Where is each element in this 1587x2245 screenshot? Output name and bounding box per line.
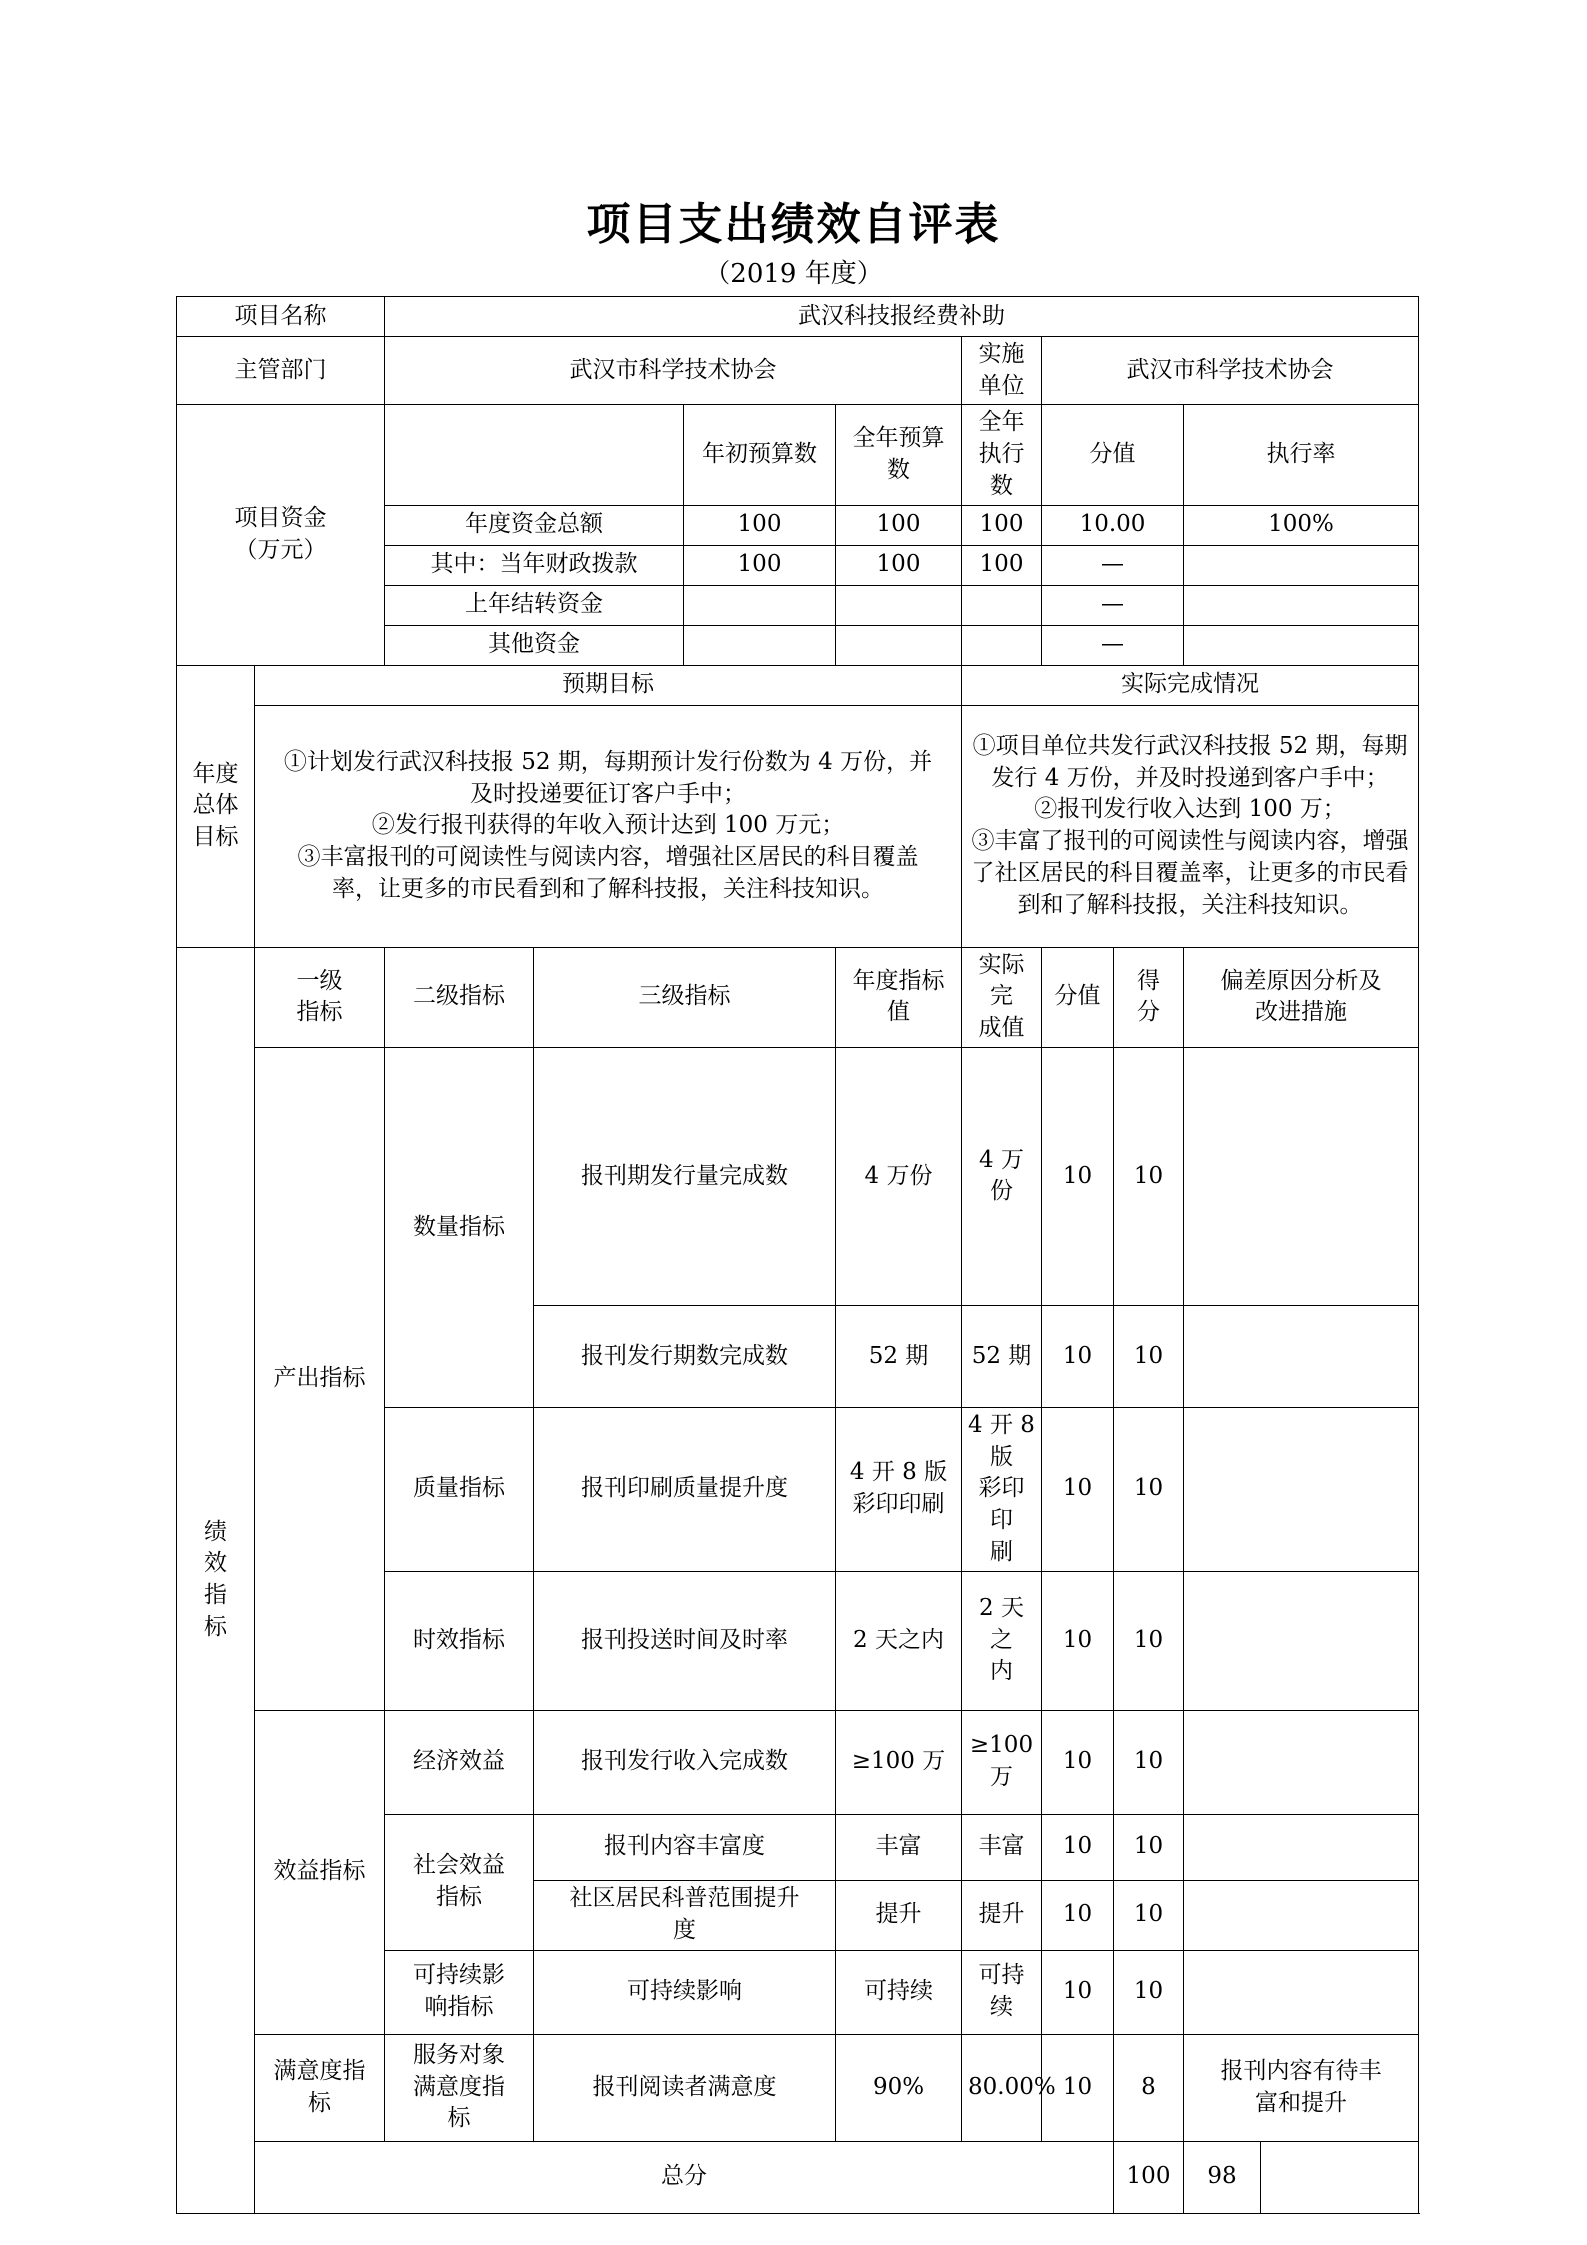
- target-cell: 52 期: [836, 1305, 962, 1407]
- level1-line: 满意度指: [273, 2057, 366, 2084]
- header-text: 一级: [296, 967, 343, 994]
- actual-completion-text: [962, 705, 1419, 947]
- implementing-unit-value: 武汉市科学技术协会: [1042, 337, 1419, 405]
- level2-line: 满意度指: [413, 2073, 505, 2100]
- score-cell: 10: [1114, 1305, 1184, 1407]
- funds-label-line2: （万元）: [234, 537, 327, 564]
- deviation-cell: [1184, 2034, 1419, 2141]
- goals-label-line: 目标: [192, 824, 239, 851]
- funds-header-score-value: 分值: [1042, 405, 1184, 505]
- project-name-row: [177, 297, 1419, 337]
- deviation-cell: [1184, 1814, 1419, 1880]
- target-cell: 4 万份: [836, 1047, 962, 1305]
- indicator-row: [177, 1047, 1419, 1305]
- funds-cell: 100: [684, 545, 836, 585]
- goal-line: ①计划发行武汉科技报 52 期，每期预计发行份数为 4 万份，并: [283, 748, 933, 775]
- actual-cell: ≥100 万: [962, 1710, 1042, 1814]
- level2-line: 服务对象: [413, 2041, 505, 2068]
- goal-line: ③丰富了报刊的可阅读性与阅读内容，增强: [971, 828, 1409, 855]
- level3-cell: [534, 1880, 836, 1950]
- section-label-char: 绩: [204, 1518, 227, 1545]
- level2-line: 可持续影: [413, 1962, 505, 1989]
- funds-cell: 100: [962, 505, 1042, 545]
- header-text: 值: [887, 999, 910, 1026]
- funds-cell: —: [1042, 585, 1184, 625]
- header-text: 得: [1137, 967, 1160, 994]
- header-text: 偏差原因分析及: [1220, 967, 1382, 994]
- deviation-cell: [1184, 1047, 1419, 1305]
- project-name-label: 项目名称: [177, 297, 385, 337]
- funds-cell: —: [1042, 625, 1184, 665]
- level3-cell: 报刊阅读者满意度: [534, 2034, 836, 2141]
- indicator-row: [177, 1710, 1419, 1814]
- indicator-row: [177, 2034, 1419, 2141]
- funds-header-executed: 全年执行数: [962, 405, 1042, 505]
- actual-line: 刷: [990, 1538, 1013, 1565]
- level2-service-satisfaction: [385, 2034, 534, 2141]
- department-row: [177, 337, 1419, 405]
- deviation-cell: [1184, 1571, 1419, 1710]
- level2-line: 标: [447, 2105, 471, 2132]
- actual-cell: [962, 1407, 1042, 1571]
- evaluation-table: [176, 296, 1419, 2214]
- target-cell: [836, 1407, 962, 1571]
- score-value-cell: 10: [1042, 1571, 1114, 1710]
- goals-content-row: [177, 705, 1419, 947]
- actual-cell: 提升: [962, 1880, 1042, 1950]
- score-value-cell: 10: [1042, 1880, 1114, 1950]
- level3-line: 度: [673, 1917, 696, 1944]
- level2-social: [385, 1814, 534, 1950]
- goal-line: 及时投递要征订客户手中；: [470, 780, 746, 807]
- funds-cell: [1184, 585, 1419, 625]
- target-cell: 丰富: [836, 1814, 962, 1880]
- header-text: 分: [1137, 999, 1160, 1026]
- level2-quality: 质量指标: [385, 1407, 534, 1571]
- goal-line: ③丰富报刊的可阅读性与阅读内容，增强社区居民的科目覆盖: [297, 844, 919, 871]
- header-level3: 三级指标: [534, 947, 836, 1047]
- actual-cell: 52 期: [962, 1305, 1042, 1407]
- header-text: 年度指标: [852, 967, 945, 994]
- deviation-line: 富和提升: [1255, 2089, 1348, 2116]
- goal-line: 率，让更多的市民看到和了解科技报，关注科技知识。: [332, 875, 884, 902]
- header-level2: 二级指标: [385, 947, 534, 1047]
- goals-header-row: [177, 665, 1419, 705]
- department-label: 主管部门: [177, 337, 385, 405]
- actual-line: 4 开 8 版: [968, 1411, 1035, 1470]
- funds-row-label: 年度资金总额: [385, 505, 684, 545]
- level2-sustainability: [385, 1950, 534, 2034]
- level3-cell: 报刊发行期数完成数: [534, 1305, 836, 1407]
- score-cell: 10: [1114, 1880, 1184, 1950]
- score-cell: 10: [1114, 1047, 1184, 1305]
- level2-timeliness: 时效指标: [385, 1571, 534, 1710]
- score-value-cell: 10: [1042, 2034, 1114, 2141]
- target-cell: 90%: [836, 2034, 962, 2141]
- actual-line: 彩印印: [978, 1475, 1025, 1534]
- header-actual: [962, 947, 1042, 1047]
- total-row: [177, 2141, 1419, 2213]
- actual-cell: 可持续: [962, 1950, 1042, 2034]
- funds-header-rate: 执行率: [1184, 405, 1419, 505]
- header-text: 实际完: [978, 951, 1025, 1010]
- expected-goals-header: 预期目标: [255, 665, 962, 705]
- header-level1: [255, 947, 385, 1047]
- indicators-section-label: [177, 947, 255, 2213]
- funds-cell: [836, 625, 962, 665]
- level3-cell: 报刊期发行量完成数: [534, 1047, 836, 1305]
- header-score-value: 分值: [1042, 947, 1114, 1047]
- deviation-cell: [1184, 1950, 1419, 2034]
- goal-line: 了社区居民的科目覆盖率，让更多的市民看: [971, 859, 1409, 886]
- score-cell: 10: [1114, 1407, 1184, 1571]
- target-line: 彩印印刷: [852, 1491, 945, 1518]
- level1-output: 产出指标: [255, 1047, 385, 1710]
- funds-header-annual: 全年预算数: [836, 405, 962, 505]
- level3-line: 社区居民科普范围提升: [569, 1885, 800, 1912]
- funds-row-label: 其他资金: [385, 625, 684, 665]
- section-label-char: 效: [204, 1550, 227, 1577]
- funds-cell: [962, 585, 1042, 625]
- funds-cell: [1184, 545, 1419, 585]
- section-label-char: 标: [204, 1613, 227, 1640]
- score-value-cell: 10: [1042, 1407, 1114, 1571]
- funds-cell: 100: [684, 505, 836, 545]
- goal-line: ②发行报刊获得的年收入预计达到 100 万元；: [371, 812, 845, 839]
- indicators-header-row: [177, 947, 1419, 1047]
- level3-cell: 报刊印刷质量提升度: [534, 1407, 836, 1571]
- level1-benefit: 效益指标: [255, 1710, 385, 2034]
- deviation-cell: [1184, 1305, 1419, 1407]
- funds-cell: 10.00: [1042, 505, 1184, 545]
- expected-goals-text: [255, 705, 962, 947]
- actual-completion-header: 实际完成情况: [962, 665, 1419, 705]
- goal-line: 到和了解科技报，关注科技知识。: [1017, 891, 1363, 918]
- goals-label: [177, 665, 255, 947]
- header-target: [836, 947, 962, 1047]
- actual-cell: 80.00%: [962, 2034, 1042, 2141]
- score-value-cell: 10: [1042, 1710, 1114, 1814]
- goals-label-line: 年度: [192, 760, 239, 787]
- level2-economic: 经济效益: [385, 1710, 534, 1814]
- department-value: 武汉市科学技术协会: [385, 337, 962, 405]
- funds-cell: 100: [962, 545, 1042, 585]
- level2-line: 社会效益: [413, 1852, 505, 1879]
- page-title: 项目支出绩效自评表: [586, 199, 1001, 250]
- deviation-cell: [1184, 1710, 1419, 1814]
- deviation-cell: [1184, 1407, 1419, 1571]
- level2-line: 指标: [436, 1884, 482, 1911]
- score-cell: 10: [1114, 1571, 1184, 1710]
- funds-cell: [684, 585, 836, 625]
- project-name-value: 武汉科技报经费补助: [385, 297, 1419, 337]
- funds-row-label: 其中：当年财政拨款: [385, 545, 684, 585]
- level2-quantity: 数量指标: [385, 1047, 534, 1407]
- score-value-cell: 10: [1042, 1047, 1114, 1305]
- goal-line: ①项目单位共发行武汉科技报 52 期，每期: [972, 732, 1408, 759]
- deviation-cell: [1184, 1880, 1419, 1950]
- target-cell: ≥100 万: [836, 1710, 962, 1814]
- funds-cell: 100: [836, 505, 962, 545]
- score-value-cell: 10: [1042, 1305, 1114, 1407]
- level3-cell: 报刊发行收入完成数: [534, 1710, 836, 1814]
- funds-header-initial: 年初预算数: [684, 405, 836, 505]
- goal-line: 发行 4 万份，并及时投递到客户手中；: [991, 764, 1389, 791]
- score-cell: 8: [1114, 2034, 1184, 2141]
- target-cell: 可持续: [836, 1950, 962, 2034]
- actual-line: 内: [990, 1658, 1013, 1685]
- implementing-unit-label: 实施单位: [962, 337, 1042, 405]
- total-score-value: 100: [1114, 2141, 1184, 2213]
- goal-line: ②报刊发行收入达到 100 万；: [1034, 796, 1346, 823]
- funds-cell: 100%: [1184, 505, 1419, 545]
- header-text: 改进措施: [1255, 999, 1348, 1026]
- deviation-line: 报刊内容有待丰: [1220, 2057, 1382, 2084]
- score-cell: 10: [1114, 1950, 1184, 2034]
- header-score: [1114, 947, 1184, 1047]
- section-label-char: 指: [204, 1582, 227, 1609]
- actual-line: 2 天之: [979, 1594, 1024, 1653]
- total-deviation: [1261, 2141, 1419, 2213]
- funds-cell: [1184, 625, 1419, 665]
- target-cell: 2 天之内: [836, 1571, 962, 1710]
- funds-cell: [836, 585, 962, 625]
- level2-line: 响指标: [424, 1994, 494, 2021]
- funds-label: [177, 405, 385, 665]
- target-line: 4 开 8 版: [849, 1459, 948, 1486]
- level3-cell: 可持续影响: [534, 1950, 836, 2034]
- funds-cell: 100: [836, 545, 962, 585]
- funds-cell: [684, 625, 836, 665]
- level1-line: 标: [308, 2089, 331, 2116]
- score-value-cell: 10: [1042, 1814, 1114, 1880]
- total-label: 总分: [255, 2141, 1114, 2213]
- target-cell: 提升: [836, 1880, 962, 1950]
- total-score: 98: [1184, 2141, 1261, 2213]
- header-text: 指标: [296, 999, 343, 1026]
- page-subtitle: （2019 年度）: [704, 259, 883, 289]
- score-value-cell: 10: [1042, 1950, 1114, 2034]
- actual-cell: 丰富: [962, 1814, 1042, 1880]
- funds-label-line1: 项目资金: [234, 505, 327, 532]
- score-cell: 10: [1114, 1814, 1184, 1880]
- funds-cell: [962, 625, 1042, 665]
- funds-row-label: 上年结转资金: [385, 585, 684, 625]
- actual-cell: 4 万份: [962, 1047, 1042, 1305]
- goals-label-line: 总体: [192, 792, 239, 819]
- score-cell: 10: [1114, 1710, 1184, 1814]
- header-deviation: [1184, 947, 1419, 1047]
- actual-cell: [962, 1571, 1042, 1710]
- level3-cell: 报刊内容丰富度: [534, 1814, 836, 1880]
- level3-cell: 报刊投送时间及时率: [534, 1571, 836, 1710]
- funds-cell: —: [1042, 545, 1184, 585]
- funds-blank-header: [385, 405, 684, 505]
- level1-satisfaction: [255, 2034, 385, 2141]
- funds-header-row: [177, 405, 1419, 505]
- header-text: 成值: [978, 1015, 1025, 1042]
